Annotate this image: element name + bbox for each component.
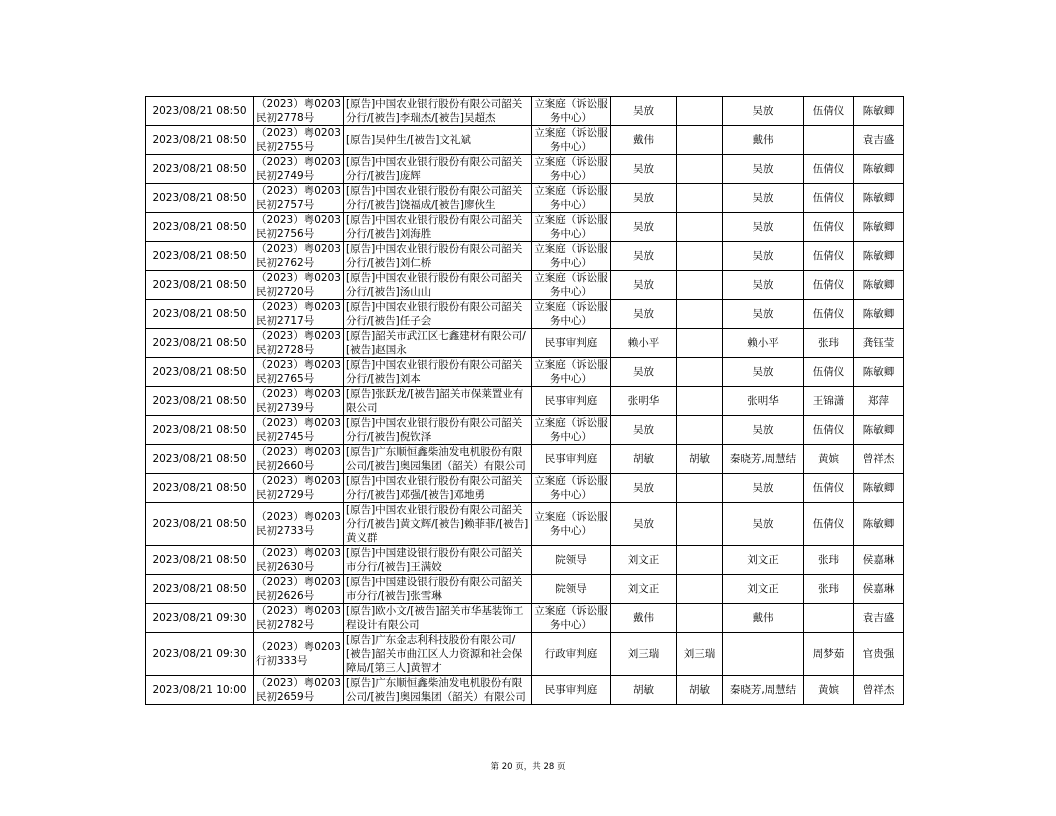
presiding-judge-cell: 赖小平 — [611, 329, 677, 358]
hearing-time-cell: 2023/08/21 08:50 — [146, 575, 254, 604]
case-number-cell — [254, 271, 344, 300]
table-row — [146, 358, 904, 387]
hearing-time-cell: 2023/08/21 08:50 — [146, 546, 254, 575]
department-cell: 立案庭（诉讼服务中心） — [532, 97, 611, 126]
assistant-cell: 陈敏卿 — [854, 97, 904, 126]
panel-members-cell: 戴伟 — [723, 604, 804, 633]
department-cell: 立案庭（诉讼服务中心） — [532, 126, 611, 155]
hearing-time-cell: 2023/08/21 09:30 — [146, 604, 254, 633]
case-number-suffix: 民初2720号 — [256, 286, 315, 298]
presiding-judge-cell: 吴放 — [611, 155, 677, 184]
parties-cell: [原告]韶关市武江区七鑫建材有限公司/[被告]赵国永 — [344, 329, 532, 358]
assistant-cell: 侯嘉琳 — [854, 575, 904, 604]
parties-cell: [原告]中国建设银行股份有限公司韶关市分行/[被告]张雪琳 — [344, 575, 532, 604]
case-number-prefix: （2023）粤0203 — [256, 243, 341, 255]
case-number-suffix: 民初2762号 — [256, 257, 315, 269]
case-number-prefix: （2023）粤0203 — [256, 301, 341, 313]
case-number-suffix: 民初2755号 — [256, 141, 315, 153]
presiding-judge-cell: 吴放 — [611, 358, 677, 387]
judge-cell — [677, 575, 723, 604]
case-number-prefix: （2023）粤0203 — [256, 641, 341, 653]
parties-cell: [原告]中国农业银行股份有限公司韶关分行/[被告]黄文辉/[被告]赖菲菲/[被告]黄义群 — [344, 503, 532, 546]
table-row — [146, 474, 904, 503]
table-row — [146, 503, 904, 546]
hearing-time-cell: 2023/08/21 10:00 — [146, 676, 254, 705]
hearing-time-cell: 2023/08/21 08:50 — [146, 155, 254, 184]
presiding-judge-cell: 张明华 — [611, 387, 677, 416]
judge-cell — [677, 358, 723, 387]
presiding-judge-cell: 吴放 — [611, 503, 677, 546]
clerk-cell: 周梦茹 — [804, 633, 854, 676]
assistant-cell: 陈敏卿 — [854, 213, 904, 242]
parties-cell: [原告]中国农业银行股份有限公司韶关分行/[被告]刘本 — [344, 358, 532, 387]
clerk-cell: 伍倩仪 — [804, 358, 854, 387]
presiding-judge-cell: 刘文正 — [611, 575, 677, 604]
judge-cell — [677, 184, 723, 213]
assistant-cell: 陈敏卿 — [854, 503, 904, 546]
panel-members-cell: 吴放 — [723, 271, 804, 300]
table-row — [146, 676, 904, 705]
case-number-prefix: （2023）粤0203 — [256, 156, 341, 168]
parties-cell: [原告]中国农业银行股份有限公司韶关分行/[被告]饶福成/[被告]廖伙生 — [344, 184, 532, 213]
parties-cell: [原告]张跃龙/[被告]韶关市保莱置业有限公司 — [344, 387, 532, 416]
case-number-cell — [254, 575, 344, 604]
case-number-suffix: 民初2729号 — [256, 489, 315, 501]
assistant-cell: 袁吉盛 — [854, 604, 904, 633]
assistant-cell: 曾祥杰 — [854, 676, 904, 705]
hearing-time-cell: 2023/08/21 08:50 — [146, 97, 254, 126]
clerk-cell: 黄嫔 — [804, 445, 854, 474]
parties-cell: [原告]广东顺恒鑫柴油发电机股份有限公司/[被告]奥园集团（韶关）有限公司 — [344, 445, 532, 474]
panel-members-cell: 吴放 — [723, 416, 804, 445]
judge-cell — [677, 242, 723, 271]
table-row — [146, 546, 904, 575]
case-number-suffix: 民初2739号 — [256, 402, 315, 414]
hearing-time-cell: 2023/08/21 08:50 — [146, 416, 254, 445]
case-number-suffix: 行初333号 — [256, 655, 308, 667]
judge-cell — [677, 387, 723, 416]
judge-cell — [677, 546, 723, 575]
case-number-cell — [254, 97, 344, 126]
hearing-time-cell: 2023/08/21 08:50 — [146, 387, 254, 416]
table-row — [146, 213, 904, 242]
panel-members-cell: 赖小平 — [723, 329, 804, 358]
department-cell: 立案庭（诉讼服务中心） — [532, 474, 611, 503]
case-number-prefix: （2023）粤0203 — [256, 127, 341, 139]
page-footer: 第 20 页，共 28 页 — [490, 762, 566, 772]
presiding-judge-cell: 戴伟 — [611, 604, 677, 633]
table-row — [146, 155, 904, 184]
assistant-cell: 袁吉盛 — [854, 126, 904, 155]
panel-members-cell: 秦晓芳,周慧结 — [723, 445, 804, 474]
table-row — [146, 126, 904, 155]
judge-cell — [677, 213, 723, 242]
assistant-cell: 陈敏卿 — [854, 300, 904, 329]
department-cell: 立案庭（诉讼服务中心） — [532, 300, 611, 329]
clerk-cell: 伍倩仪 — [804, 416, 854, 445]
panel-members-cell: 吴放 — [723, 242, 804, 271]
parties-cell: [原告]中国农业银行股份有限公司韶关分行/[被告]邓强/[被告]邓地勇 — [344, 474, 532, 503]
assistant-cell: 陈敏卿 — [854, 271, 904, 300]
case-number-cell — [254, 242, 344, 271]
assistant-cell: 官贵强 — [854, 633, 904, 676]
case-number-prefix: （2023）粤0203 — [256, 185, 341, 197]
case-number-cell — [254, 387, 344, 416]
table-row — [146, 445, 904, 474]
assistant-cell: 龚钰莹 — [854, 329, 904, 358]
case-number-cell — [254, 358, 344, 387]
case-number-cell — [254, 633, 344, 676]
panel-members-cell: 吴放 — [723, 300, 804, 329]
presiding-judge-cell: 吴放 — [611, 213, 677, 242]
case-number-suffix: 民初2626号 — [256, 590, 315, 602]
case-number-cell — [254, 676, 344, 705]
clerk-cell: 伍倩仪 — [804, 271, 854, 300]
clerk-cell: 伍倩仪 — [804, 474, 854, 503]
panel-members-cell: 吴放 — [723, 184, 804, 213]
case-number-cell — [254, 300, 344, 329]
case-number-suffix: 民初2756号 — [256, 228, 315, 240]
assistant-cell: 曾祥杰 — [854, 445, 904, 474]
clerk-cell: 王锦潇 — [804, 387, 854, 416]
case-number-prefix: （2023）粤0203 — [256, 98, 341, 110]
clerk-cell: 伍倩仪 — [804, 242, 854, 271]
assistant-cell: 侯嘉琳 — [854, 546, 904, 575]
judge-cell: 刘三瑞 — [677, 633, 723, 676]
case-number-suffix: 民初2717号 — [256, 315, 315, 327]
case-number-suffix: 民初2778号 — [256, 112, 315, 124]
assistant-cell: 陈敏卿 — [854, 416, 904, 445]
panel-members-cell: 张明华 — [723, 387, 804, 416]
department-cell: 立案庭（诉讼服务中心） — [532, 242, 611, 271]
hearing-time-cell: 2023/08/21 08:50 — [146, 126, 254, 155]
assistant-cell: 郑萍 — [854, 387, 904, 416]
department-cell: 行政审判庭 — [532, 633, 611, 676]
panel-members-cell: 刘文正 — [723, 575, 804, 604]
case-number-prefix: （2023）粤0203 — [256, 417, 341, 429]
clerk-cell: 伍倩仪 — [804, 300, 854, 329]
department-cell: 立案庭（诉讼服务中心） — [532, 416, 611, 445]
judge-cell — [677, 271, 723, 300]
judge-cell — [677, 503, 723, 546]
assistant-cell: 陈敏卿 — [854, 242, 904, 271]
case-number-suffix: 民初2660号 — [256, 460, 315, 472]
hearing-time-cell: 2023/08/21 08:50 — [146, 358, 254, 387]
case-number-cell — [254, 184, 344, 213]
department-cell: 民事审判庭 — [532, 329, 611, 358]
hearing-time-cell: 2023/08/21 09:30 — [146, 633, 254, 676]
case-number-suffix: 民初2749号 — [256, 170, 315, 182]
case-number-prefix: （2023）粤0203 — [256, 511, 341, 523]
case-number-suffix: 民初2745号 — [256, 431, 315, 443]
department-cell: 立案庭（诉讼服务中心） — [532, 155, 611, 184]
case-number-cell — [254, 155, 344, 184]
case-number-cell — [254, 474, 344, 503]
parties-cell: [原告]广东顺恒鑫柴油发电机股份有限公司/[被告]奥园集团（韶关）有限公司 — [344, 676, 532, 705]
case-number-cell — [254, 546, 344, 575]
parties-cell: [原告]中国农业银行股份有限公司韶关分行/[被告]汤山山 — [344, 271, 532, 300]
judge-cell — [677, 126, 723, 155]
table-row — [146, 271, 904, 300]
panel-members-cell: 秦晓芳,周慧结 — [723, 676, 804, 705]
panel-members-cell: 吴放 — [723, 358, 804, 387]
case-number-prefix: （2023）粤0203 — [256, 214, 341, 226]
clerk-cell: 张玮 — [804, 329, 854, 358]
clerk-cell — [804, 604, 854, 633]
presiding-judge-cell: 吴放 — [611, 416, 677, 445]
table-row — [146, 242, 904, 271]
assistant-cell: 陈敏卿 — [854, 184, 904, 213]
schedule-table — [145, 96, 904, 705]
case-number-suffix: 民初2765号 — [256, 373, 315, 385]
department-cell: 民事审判庭 — [532, 387, 611, 416]
hearing-time-cell: 2023/08/21 08:50 — [146, 213, 254, 242]
case-number-prefix: （2023）粤0203 — [256, 446, 341, 458]
case-number-cell — [254, 416, 344, 445]
department-cell: 民事审判庭 — [532, 445, 611, 474]
presiding-judge-cell: 吴放 — [611, 474, 677, 503]
case-number-cell — [254, 445, 344, 474]
case-number-suffix: 民初2757号 — [256, 199, 315, 211]
clerk-cell: 伍倩仪 — [804, 503, 854, 546]
presiding-judge-cell: 吴放 — [611, 271, 677, 300]
panel-members-cell: 吴放 — [723, 97, 804, 126]
table-body — [146, 97, 904, 705]
presiding-judge-cell: 吴放 — [611, 242, 677, 271]
presiding-judge-cell: 胡敏 — [611, 676, 677, 705]
case-number-prefix: （2023）粤0203 — [256, 605, 341, 617]
department-cell: 立案庭（诉讼服务中心） — [532, 358, 611, 387]
case-number-prefix: （2023）粤0203 — [256, 475, 341, 487]
table-row — [146, 575, 904, 604]
hearing-time-cell: 2023/08/21 08:50 — [146, 474, 254, 503]
case-number-suffix: 民初2630号 — [256, 561, 315, 573]
judge-cell — [677, 97, 723, 126]
department-cell: 立案庭（诉讼服务中心） — [532, 213, 611, 242]
presiding-judge-cell: 吴放 — [611, 184, 677, 213]
department-cell: 立案庭（诉讼服务中心） — [532, 271, 611, 300]
table-row — [146, 300, 904, 329]
parties-cell: [原告]中国农业银行股份有限公司韶关分行/[被告]刘仁桥 — [344, 242, 532, 271]
parties-cell: [原告]欧小文/[被告]韶关市华基装饰工程设计有限公司 — [344, 604, 532, 633]
case-number-prefix: （2023）粤0203 — [256, 576, 341, 588]
hearing-time-cell: 2023/08/21 08:50 — [146, 242, 254, 271]
panel-members-cell: 吴放 — [723, 474, 804, 503]
assistant-cell: 陈敏卿 — [854, 155, 904, 184]
case-number-cell — [254, 604, 344, 633]
case-number-prefix: （2023）粤0203 — [256, 330, 341, 342]
parties-cell: [原告]中国农业银行股份有限公司韶关分行/[被告]庞辉 — [344, 155, 532, 184]
panel-members-cell: 刘文正 — [723, 546, 804, 575]
parties-cell: [原告]中国农业银行股份有限公司韶关分行/[被告]倪钦泽 — [344, 416, 532, 445]
presiding-judge-cell: 吴放 — [611, 300, 677, 329]
parties-cell: [原告]中国农业银行股份有限公司韶关分行/[被告]刘海胜 — [344, 213, 532, 242]
presiding-judge-cell: 胡敏 — [611, 445, 677, 474]
clerk-cell: 伍倩仪 — [804, 213, 854, 242]
judge-cell: 胡敏 — [677, 445, 723, 474]
hearing-time-cell: 2023/08/21 08:50 — [146, 300, 254, 329]
parties-cell: [原告]广东金志利科技股份有限公司/[被告]韶关市曲江区人力资源和社会保障局/[第三人]黄智才 — [344, 633, 532, 676]
case-number-prefix: （2023）粤0203 — [256, 547, 341, 559]
clerk-cell: 伍倩仪 — [804, 184, 854, 213]
case-number-prefix: （2023）粤0203 — [256, 359, 341, 371]
case-number-cell — [254, 213, 344, 242]
case-number-cell — [254, 503, 344, 546]
judge-cell — [677, 604, 723, 633]
department-cell: 立案庭（诉讼服务中心） — [532, 604, 611, 633]
clerk-cell: 黄嫔 — [804, 676, 854, 705]
clerk-cell: 伍倩仪 — [804, 155, 854, 184]
hearing-time-cell: 2023/08/21 08:50 — [146, 184, 254, 213]
hearing-time-cell: 2023/08/21 08:50 — [146, 329, 254, 358]
parties-cell: [原告]吴仲生/[被告]文礼斌 — [344, 126, 532, 155]
judge-cell — [677, 474, 723, 503]
presiding-judge-cell: 吴放 — [611, 97, 677, 126]
clerk-cell: 伍倩仪 — [804, 97, 854, 126]
table-row — [146, 633, 904, 676]
table-row — [146, 387, 904, 416]
clerk-cell — [804, 126, 854, 155]
case-number-cell — [254, 329, 344, 358]
presiding-judge-cell: 刘三瑞 — [611, 633, 677, 676]
case-number-suffix: 民初2733号 — [256, 525, 315, 537]
panel-members-cell: 吴放 — [723, 213, 804, 242]
judge-cell: 胡敏 — [677, 676, 723, 705]
department-cell: 民事审判庭 — [532, 676, 611, 705]
case-number-suffix: 民初2728号 — [256, 344, 315, 356]
case-number-prefix: （2023）粤0203 — [256, 272, 341, 284]
table-row — [146, 329, 904, 358]
hearing-time-cell: 2023/08/21 08:50 — [146, 271, 254, 300]
hearing-time-cell: 2023/08/21 08:50 — [146, 445, 254, 474]
table-row — [146, 97, 904, 126]
clerk-cell: 张玮 — [804, 575, 854, 604]
case-number-suffix: 民初2782号 — [256, 619, 315, 631]
hearing-time-cell: 2023/08/21 08:50 — [146, 503, 254, 546]
department-cell: 立案庭（诉讼服务中心） — [532, 503, 611, 546]
judge-cell — [677, 155, 723, 184]
clerk-cell: 张玮 — [804, 546, 854, 575]
assistant-cell: 陈敏卿 — [854, 358, 904, 387]
department-cell: 立案庭（诉讼服务中心） — [532, 184, 611, 213]
parties-cell: [原告]中国农业银行股份有限公司韶关分行/[被告]李瑞杰/[被告]吴超杰 — [344, 97, 532, 126]
presiding-judge-cell: 刘文正 — [611, 546, 677, 575]
case-number-suffix: 民初2659号 — [256, 691, 315, 703]
panel-members-cell: 吴放 — [723, 155, 804, 184]
panel-members-cell: 吴放 — [723, 503, 804, 546]
department-cell: 院领导 — [532, 546, 611, 575]
case-number-prefix: （2023）粤0203 — [256, 388, 341, 400]
table-row — [146, 184, 904, 213]
table-row — [146, 416, 904, 445]
case-number-cell — [254, 126, 344, 155]
parties-cell: [原告]中国建设银行股份有限公司韶关市分行/[被告]王满姣 — [344, 546, 532, 575]
presiding-judge-cell: 戴伟 — [611, 126, 677, 155]
judge-cell — [677, 300, 723, 329]
panel-members-cell — [723, 633, 804, 676]
panel-members-cell: 戴伟 — [723, 126, 804, 155]
case-number-prefix: （2023）粤0203 — [256, 677, 341, 689]
judge-cell — [677, 416, 723, 445]
parties-cell: [原告]中国农业银行股份有限公司韶关分行/[被告]任子会 — [344, 300, 532, 329]
table-row — [146, 604, 904, 633]
assistant-cell: 陈敏卿 — [854, 474, 904, 503]
judge-cell — [677, 329, 723, 358]
department-cell: 院领导 — [532, 575, 611, 604]
